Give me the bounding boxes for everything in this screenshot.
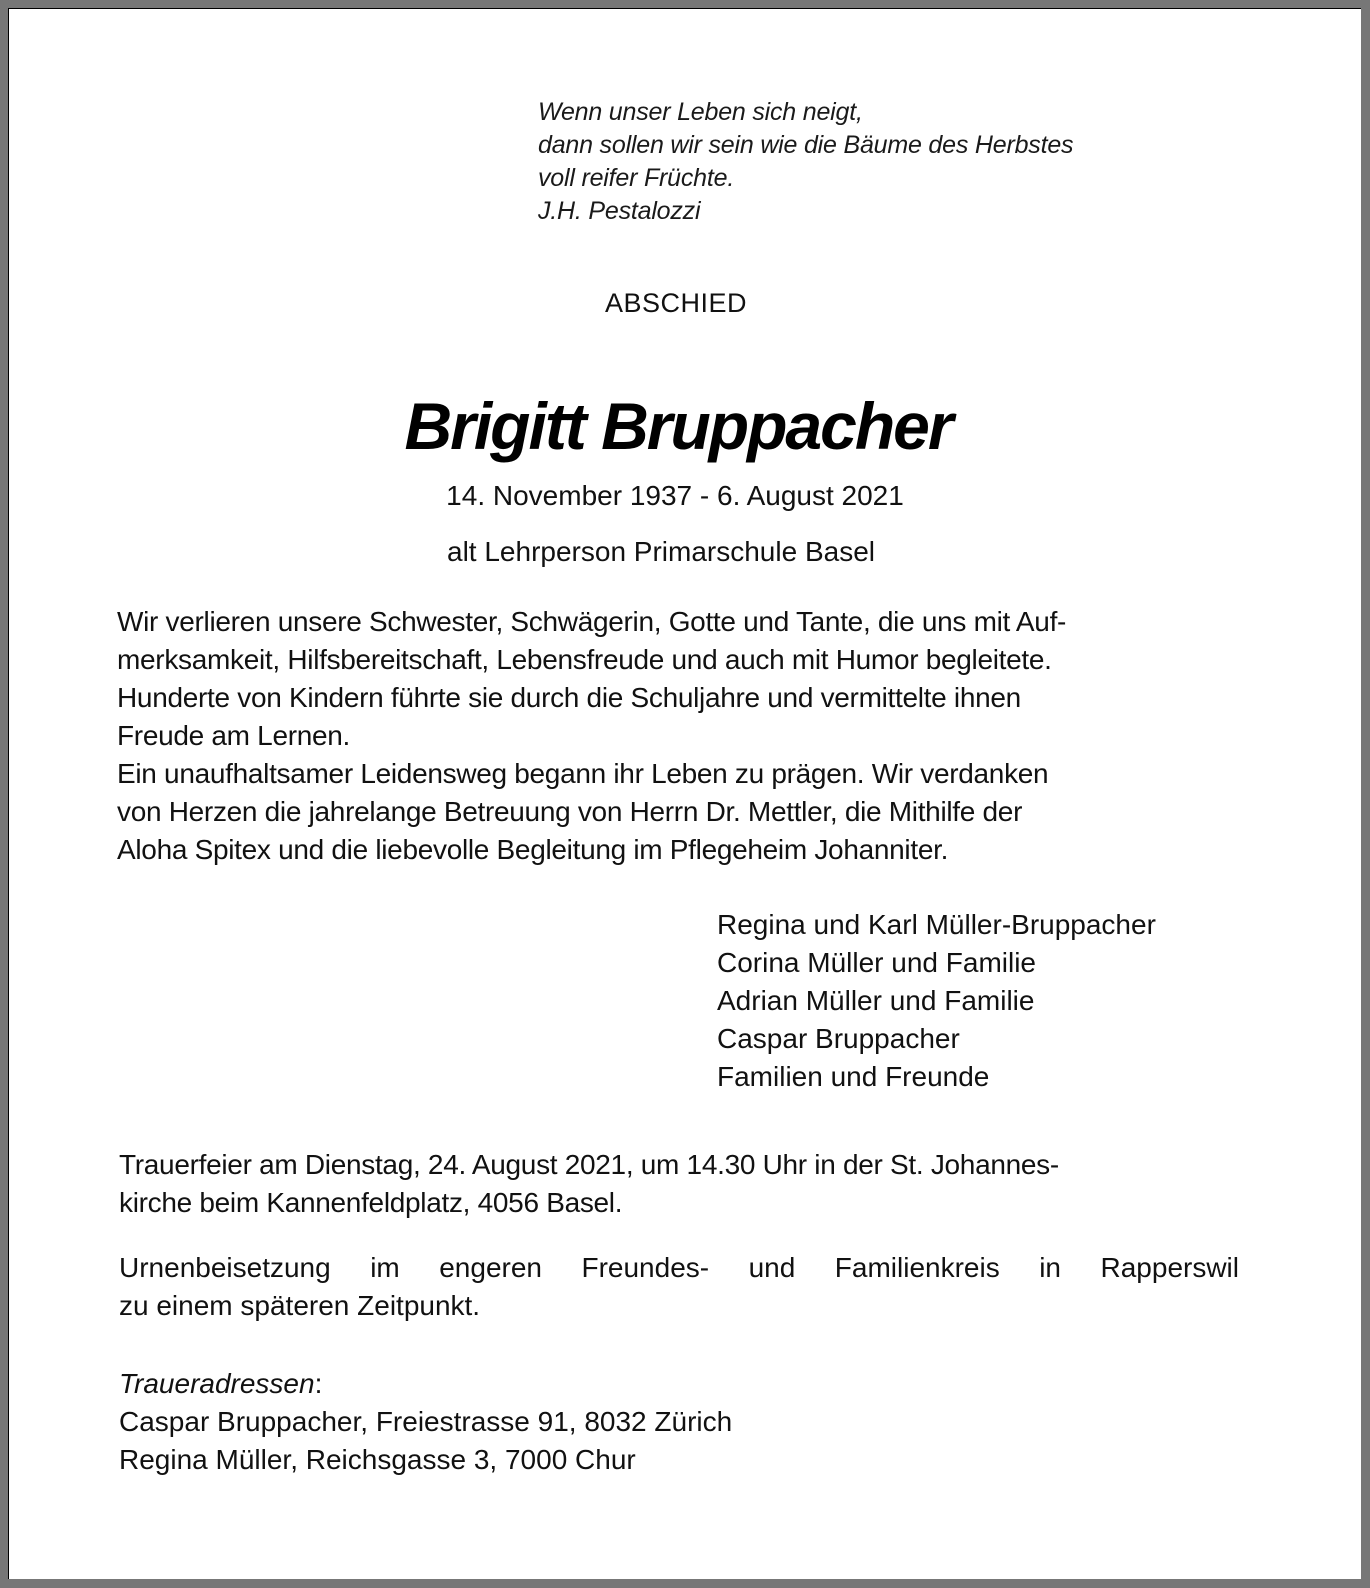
obituary-page	[8, 8, 1361, 1579]
mourner: Familien und Freunde	[717, 1061, 990, 1092]
address-entry: Caspar Bruppacher, Freiestrasse 91, 8032 Zürich	[119, 1406, 733, 1437]
service-line: kirche beim Kannenfeldplatz, 4056 Basel.	[119, 1187, 623, 1218]
funeral-service-info	[119, 1146, 1239, 1222]
addresses-label-text: Traueradressen	[119, 1368, 315, 1399]
condolence-addresses	[119, 1365, 732, 1479]
text-line: Wir verlieren unsere Schwester, Schwägerin, Gotte und Tante, die uns mit Auf-	[117, 606, 1067, 637]
mourner: Adrian Müller und Familie	[717, 985, 1035, 1016]
text-line: Freude am Lernen.	[117, 720, 351, 751]
motto-line: dann sollen wir sein wie die Bäume des Herbstes	[538, 131, 1074, 159]
service-line: Trauerfeier am Dienstag, 24. August 2021, um 14.30 Uhr in der St. Johannes-	[119, 1149, 1059, 1180]
motto-line: voll reifer Früchte.	[538, 164, 735, 192]
addresses-label	[119, 1365, 732, 1403]
address-entry: Regina Müller, Reichsgasse 3, 7000 Chur	[119, 1444, 636, 1475]
mourner: Caspar Bruppacher	[717, 1023, 960, 1054]
burial-line: zu einem späteren Zeitpunkt.	[119, 1290, 481, 1321]
mourner: Corina Müller und Familie	[717, 947, 1037, 978]
motto-quote	[538, 96, 1073, 228]
abschied-heading: ABSCHIED	[604, 288, 748, 318]
burial-line: Urnenbeisetzung im engeren Freundes- und Familienkreis in Rapperswil	[119, 1252, 1239, 1283]
motto-author: J.H. Pestalozzi	[538, 197, 701, 225]
mourner: Regina und Karl Müller-Bruppacher	[717, 909, 1156, 940]
motto-line: Wenn unser Leben sich neigt,	[538, 98, 863, 126]
text-line: Hunderte von Kindern führte sie durch die Schuljahre und vermittelte ihnen	[117, 682, 1021, 713]
addresses-label-colon: :	[314, 1368, 323, 1399]
text-line: Ein unaufhaltsamer Leidensweg begann ihr Leben zu prägen. Wir verdanken	[117, 758, 1049, 789]
mourners-list	[717, 906, 1156, 1096]
deceased-name: Brigitt Bruppacher	[404, 389, 952, 463]
text-line: Aloha Spitex und die liebevolle Begleitung im Pflegeheim Johanniter.	[117, 834, 949, 865]
burial-info	[119, 1249, 1239, 1325]
deceased-role: alt Lehrperson Primarschule Basel	[447, 536, 875, 567]
text-line: merksamkeit, Hilfsbereitschaft, Lebensfreude und auch mit Humor begleitete.	[117, 644, 1052, 675]
text-line: von Herzen die jahrelange Betreuung von Herrn Dr. Mettler, die Mithilfe der	[117, 796, 1023, 827]
life-dates: 14. November 1937 - 6. August 2021	[446, 480, 904, 511]
obituary-text	[117, 603, 1247, 869]
